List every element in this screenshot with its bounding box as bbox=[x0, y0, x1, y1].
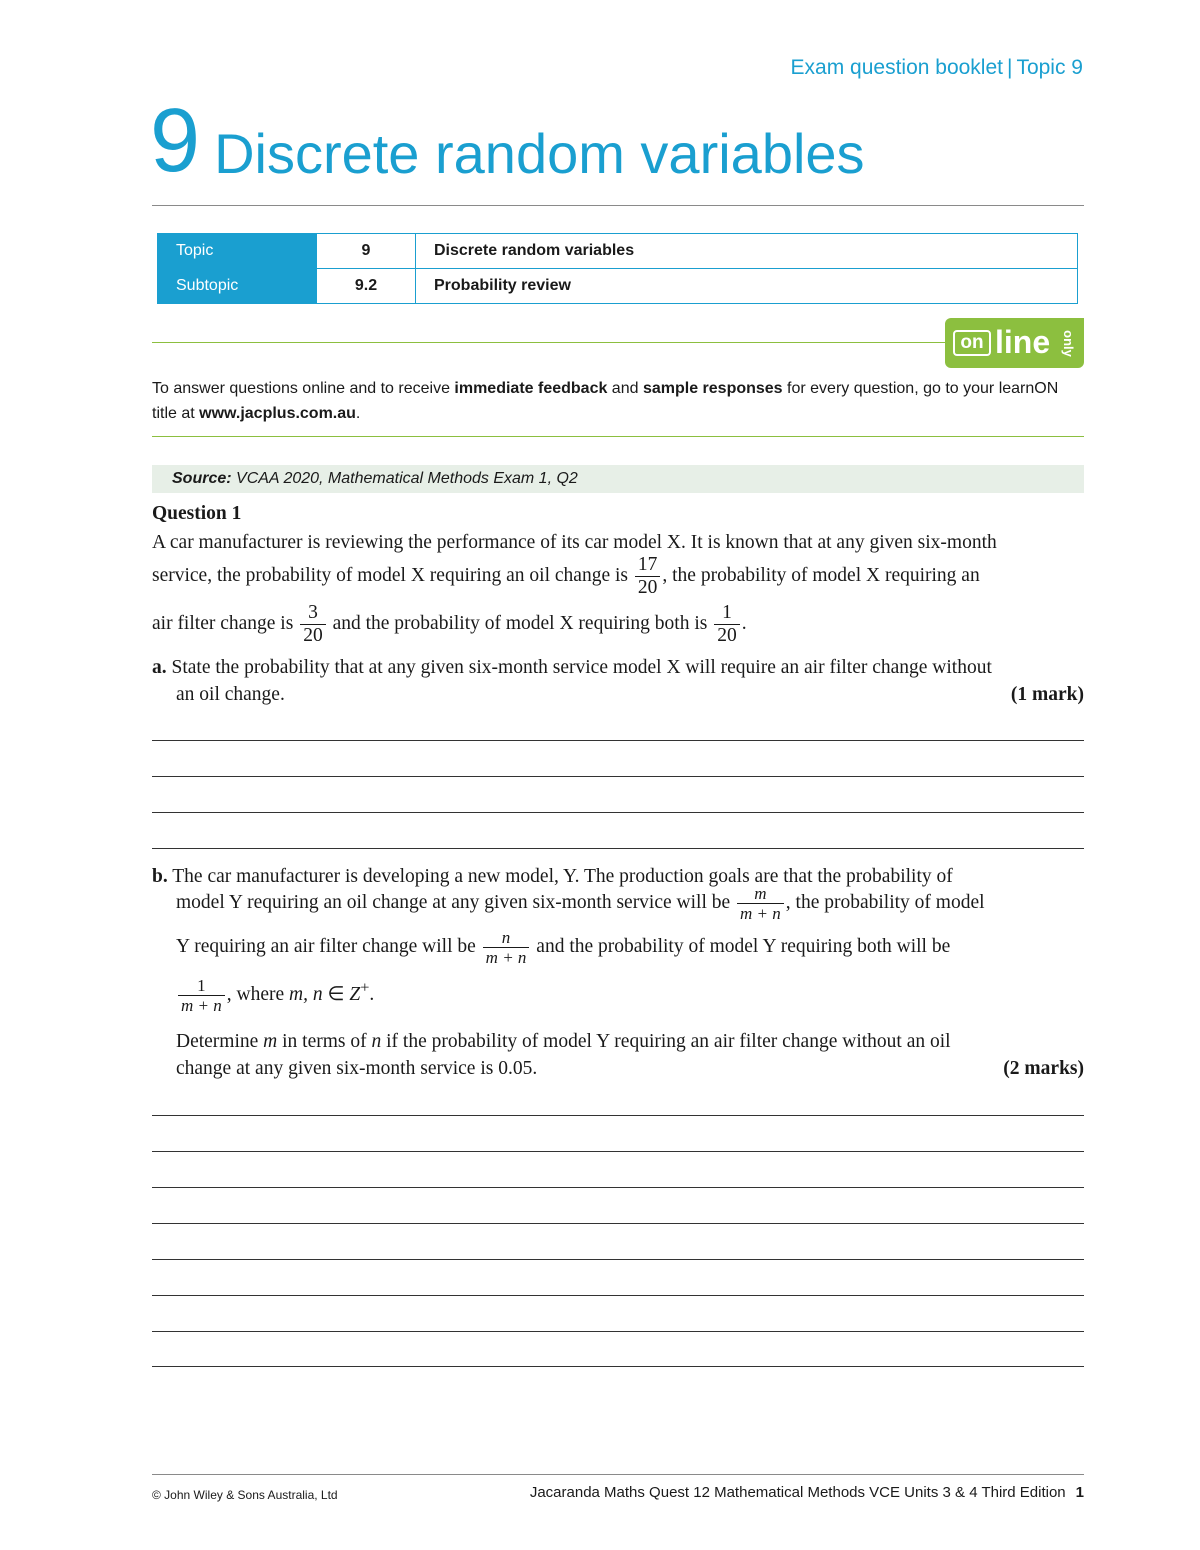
part-a-text: State the probability that at any given six-month service model X will require an air filter change without bbox=[171, 657, 992, 678]
question-title: Question 1 bbox=[152, 503, 242, 524]
stem-text: and the probability of model X requiring both is bbox=[327, 612, 713, 634]
part-b-text: in terms of bbox=[277, 1031, 372, 1052]
stem-text: , the probability of model X requiring an bbox=[662, 564, 980, 586]
subtopic-row-label: Subtopic bbox=[158, 269, 317, 304]
fraction-numerator: 3 bbox=[308, 602, 318, 623]
part-b-line-3 bbox=[176, 928, 950, 967]
fraction-numerator: 1 bbox=[722, 602, 732, 623]
answer-line[interactable] bbox=[152, 1295, 1084, 1296]
part-b-line-5 bbox=[176, 1031, 951, 1053]
header-separator: | bbox=[1006, 56, 1013, 79]
intro-text-1: To answer questions online and to receive bbox=[152, 380, 455, 397]
part-a-line-2: an oil change. bbox=[176, 684, 285, 705]
part-a-line-1 bbox=[152, 657, 992, 679]
online-divider bbox=[152, 342, 952, 343]
stem-line-1: A car manufacturer is reviewing the performance of its car model X. It is known that at any given six-month bbox=[152, 532, 997, 553]
topic-row-name: Discrete random variables bbox=[416, 234, 1078, 269]
chapter-title: Discrete random variables bbox=[214, 122, 865, 185]
fraction-numerator: 17 bbox=[637, 554, 658, 575]
part-b-line-6: change at any given six-month service is 0.05. bbox=[176, 1058, 538, 1079]
page-number: 1 bbox=[1075, 1484, 1084, 1501]
topic-row-number: 9 bbox=[317, 234, 416, 269]
element-of-symbol: ∈ bbox=[322, 983, 350, 1005]
intro-text-3: for every question, go to your learnON title at bbox=[152, 380, 1059, 422]
stem-line-3 bbox=[152, 602, 747, 647]
fraction-denominator: m + n bbox=[483, 947, 530, 967]
fraction-1-over-m-plus-n bbox=[178, 976, 225, 1015]
answer-line[interactable] bbox=[152, 1259, 1084, 1260]
fraction-1-20 bbox=[714, 602, 740, 647]
answer-line[interactable] bbox=[152, 1115, 1084, 1116]
subtopic-row-name: Probability review bbox=[416, 269, 1078, 304]
part-b-marks: (2 marks) bbox=[1003, 1058, 1084, 1079]
fraction-denominator: m + n bbox=[737, 903, 784, 923]
answer-line[interactable] bbox=[152, 848, 1084, 849]
intro-divider bbox=[152, 436, 1084, 437]
source-text: VCAA 2020, Mathematical Methods Exam 1, Q2 bbox=[231, 470, 578, 487]
chapter-number: 9 bbox=[150, 91, 201, 191]
part-b-label: b. bbox=[152, 866, 168, 887]
variables-m-n: m, n bbox=[289, 983, 323, 1005]
fraction-17-20 bbox=[635, 554, 661, 599]
fraction-numerator: 1 bbox=[197, 976, 206, 995]
intro-bold-feedback: immediate feedback bbox=[454, 380, 608, 397]
fraction-denominator: 20 bbox=[714, 624, 740, 647]
part-b-text: model Y requiring an oil change at any given six-month service will be bbox=[176, 891, 736, 913]
intro-text-4: . bbox=[355, 405, 361, 422]
answer-line[interactable] bbox=[152, 812, 1084, 813]
online-instructions bbox=[152, 376, 1082, 426]
topic-row-label: Topic bbox=[158, 234, 317, 269]
fraction-3-20 bbox=[300, 602, 326, 647]
title-divider bbox=[152, 205, 1084, 206]
fraction-denominator: 20 bbox=[300, 624, 326, 647]
topic-table bbox=[157, 233, 1078, 304]
variable-n: n bbox=[371, 1031, 382, 1052]
fraction-denominator: 20 bbox=[635, 576, 661, 599]
part-b-text: , where bbox=[226, 983, 290, 1005]
answer-line[interactable] bbox=[152, 1223, 1084, 1224]
subtopic-row-number: 9.2 bbox=[317, 269, 416, 304]
answer-line[interactable] bbox=[152, 776, 1084, 777]
fraction-denominator: m + n bbox=[178, 995, 225, 1015]
fraction-n-over-m-plus-n bbox=[483, 928, 530, 967]
answer-line[interactable] bbox=[152, 1366, 1084, 1367]
part-b-text: and the probability of model Y requiring both will be bbox=[531, 935, 951, 957]
footer-copyright: © John Wiley & Sons Australia, Ltd bbox=[152, 1488, 338, 1502]
online-only-badge bbox=[945, 318, 1084, 368]
part-b-text: , the probability of model bbox=[785, 891, 985, 913]
part-b-line-2 bbox=[176, 884, 985, 923]
part-a-label: a. bbox=[152, 657, 167, 678]
jacplus-link[interactable]: www.jacplus.com.au bbox=[199, 405, 356, 422]
part-b-text: . bbox=[369, 983, 375, 1005]
answer-line[interactable] bbox=[152, 740, 1084, 741]
part-b-text: The car manufacturer is developing a new model, Y. The production goals are that the probability of bbox=[172, 866, 953, 887]
source-label: Source: bbox=[172, 470, 232, 487]
positive-superscript: + bbox=[360, 978, 370, 997]
fraction-numerator: n bbox=[501, 928, 511, 947]
stem-text: air filter change is bbox=[152, 612, 299, 634]
intro-bold-responses: sample responses bbox=[642, 380, 783, 397]
answer-line[interactable] bbox=[152, 1151, 1084, 1152]
topic-row bbox=[158, 234, 1078, 269]
answer-line[interactable] bbox=[152, 1331, 1084, 1332]
answer-line[interactable] bbox=[152, 1187, 1084, 1188]
subtopic-row bbox=[158, 269, 1078, 304]
booklet-label: Exam question booklet bbox=[790, 56, 1003, 79]
part-a-marks: (1 mark) bbox=[1010, 684, 1084, 705]
integer-set: Z bbox=[349, 983, 361, 1005]
fraction-numerator: m bbox=[754, 884, 767, 903]
part-b-line-4 bbox=[176, 976, 374, 1015]
badge-line: line bbox=[995, 324, 1051, 360]
page-title bbox=[150, 91, 865, 191]
variable-m: m bbox=[263, 1031, 278, 1052]
part-b-text: if the probability of model Y requiring an air filter change without an oil bbox=[381, 1031, 951, 1052]
badge-on: on bbox=[953, 330, 991, 356]
footer-divider bbox=[152, 1474, 1084, 1475]
fraction-m-over-m-plus-n bbox=[737, 884, 784, 923]
intro-text-2: and bbox=[607, 380, 643, 397]
topic-label: Topic 9 bbox=[1016, 56, 1083, 79]
part-b-text: Y requiring an air filter change will be bbox=[176, 935, 481, 957]
stem-line-2 bbox=[152, 554, 980, 599]
footer-book-title: Jacaranda Maths Quest 12 Mathematical Methods VCE Units 3 & 4 Third Edition bbox=[529, 1484, 1066, 1501]
booklet-header bbox=[791, 56, 1083, 80]
stem-text: . bbox=[741, 612, 747, 634]
stem-text: service, the probability of model X requiring an oil change is bbox=[152, 564, 633, 586]
source-bar bbox=[152, 465, 1084, 493]
badge-only: only bbox=[1061, 330, 1077, 357]
part-b-text: Determine bbox=[176, 1031, 264, 1052]
footer-book-info bbox=[530, 1484, 1084, 1501]
